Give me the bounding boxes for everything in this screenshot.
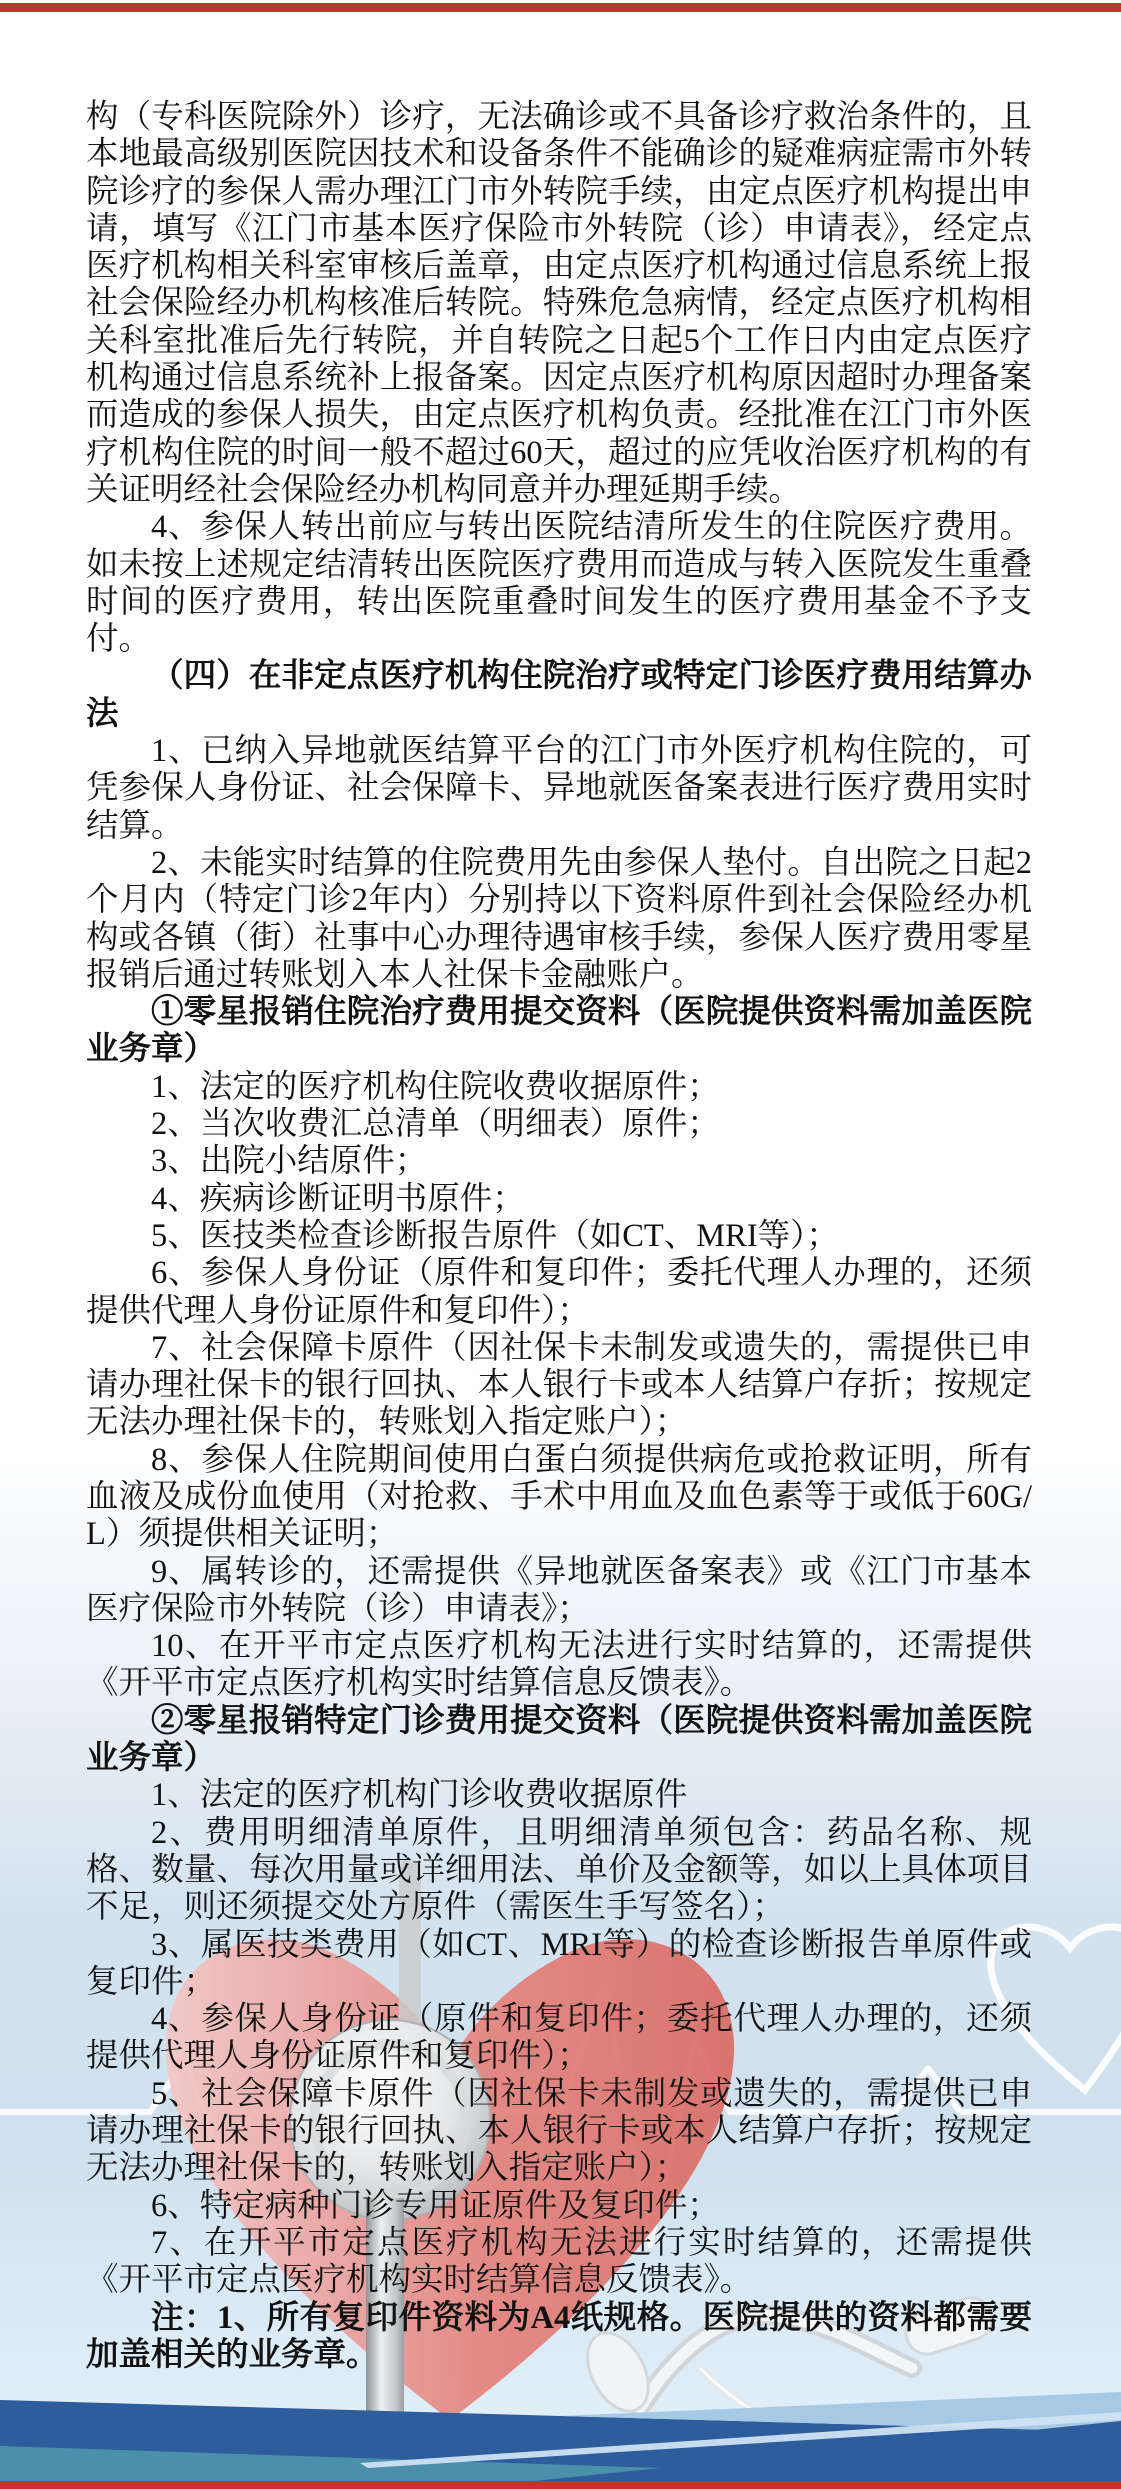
paragraph: 3、属医技类费用（如CT、MRI等）的检查诊断报告单原件或复印件； [86, 1926, 1032, 2000]
paragraph: 9、属转诊的，还需提供《异地就医备案表》或《江门市基本医疗保险市外转院（诊）申请表》； [86, 1553, 1032, 1627]
paragraph: 6、特定病种门诊专用证原件及复印件； [151, 2187, 720, 2224]
paragraph: 2、未能实时结算的住院费用先由参保人垫付。自出院之日起2个月内（特定门诊2年内）分别持以下资料原件到社会保险经办机构或各镇（街）社事中心办理待遇审核手续，参保人医疗费用零星报销后通过转账划入本人社保卡金融账户。 [86, 844, 1032, 993]
paragraph: 5、社会保障卡原件（因社保卡未制发或遗失的，需提供已申请办理社保卡的银行回执、本人银行卡或本人结算户存折；按规定无法办理社保卡的，转账划入指定账户）； [86, 2075, 1032, 2187]
paragraph: 1、已纳入异地就医结算平台的江门市外医疗机构住院的，可凭参保人身份证、社会保障卡、异地就医备案表进行医疗费用实时结算。 [86, 733, 1032, 844]
paragraph: 4、疾病诊断证明书原件； [151, 1180, 525, 1217]
paragraph: 5、医技类检查诊断报告原件（如CT、MRI等）； [151, 1217, 839, 1254]
paragraph: 1、法定的医疗机构住院收费收据原件； [151, 1068, 720, 1105]
paragraph: 2、费用明细清单原件，且明细清单须包含：药品名称、规格、数量、每次用量或详细用法、单价及金额等，如以上具体项目不足，则还须提交处方原件（需医生手写签名）； [86, 1814, 1032, 1926]
section-heading: ②零星报销特定门诊费用提交资料（医院提供资料需加盖医院业务章） [86, 1702, 1032, 1777]
bottom-accent-bar [0, 2481, 1121, 2489]
paragraph: 6、参保人身份证（原件和复印件；委托代理人办理的，还须提供代理人身份证原件和复印件）； [86, 1255, 1032, 1329]
paragraph: 4、参保人转出前应与转出医院结清所发生的住院医疗费用。如未按上述规定结清转出医院医疗费用而造成与转入医院发生重叠时间的医疗费用，转出医院重叠时间发生的医疗费用基金不予支付。 [86, 509, 1032, 658]
paragraph: 2、当次收费汇总清单（明细表）原件； [151, 1106, 720, 1143]
paragraph: 8、参保人住院期间使用白蛋白须提供病危或抢救证明，所有血液及成份血使用（对抢救、手术中用血及血色素等于或低于60G/L）须提供相关证明； [86, 1441, 1032, 1553]
paragraph: 构（专科医院除外）诊疗，无法确诊或不具备诊疗救治条件的，且本地最高级别医院因技术和设备条件不能确诊的疑难病症需市外转院诊疗的参保人需办理江门市外转院手续，由定点医疗机构提出申请，填写《江门市基本医疗保险市外转院（诊）申请表》，经定点医疗机构相关科室审核后盖章，由定点医疗机构通过信息系统上报社会保险经办机构核准后转院。特殊危急病情，经定点医疗机构相关科室批准后先行转院，并自转院之日起5个工作日内由定点医疗机构通过信息系统补上报备案。因定点医疗机构原因超时办理备案而造成的参保人损失，由定点医疗机构负责。经批准在江门市外医疗机构住院的时间一般不超过60天，超过的应凭收治医疗机构的有关证明经社会保险经办机构同意并办理延期手续。 [86, 99, 1032, 508]
paragraph: 4、参保人身份证（原件和复印件；委托代理人办理的，还须提供代理人身份证原件和复印件）； [86, 2001, 1032, 2075]
paragraph: 3、出院小结原件； [151, 1143, 428, 1180]
diagonal-bottom-bands [0, 2392, 1121, 2489]
section-heading: （四）在非定点医疗机构住院治疗或特定门诊医疗费用结算办法 [86, 658, 1032, 732]
paragraph: 7、社会保障卡原件（因社保卡未制发或遗失的，需提供已申请办理社保卡的银行回执、本人银行卡或本人结算户存折；按规定无法办理社保卡的，转账划入指定账户）； [86, 1329, 1032, 1441]
document-body [86, 99, 1032, 2374]
paragraph: 7、在开平市定点医疗机构无法进行实时结算的，还需提供《开平市定点医疗机构实时结算信息反馈表》。 [86, 2224, 1032, 2299]
section-heading: 注：1、所有复印件资料为A4纸规格。医院提供的资料都需要加盖相关的业务章。 [86, 2299, 1032, 2373]
section-heading: ①零星报销住院治疗费用提交资料（医院提供资料需加盖医院业务章） [86, 994, 1032, 1068]
paragraph: 1、法定的医疗机构门诊收费收据原件 [151, 1777, 688, 1814]
paragraph: 10、在开平市定点医疗机构无法进行实时结算的，还需提供《开平市定点医疗机构实时结算信息反馈表》。 [86, 1628, 1032, 1702]
